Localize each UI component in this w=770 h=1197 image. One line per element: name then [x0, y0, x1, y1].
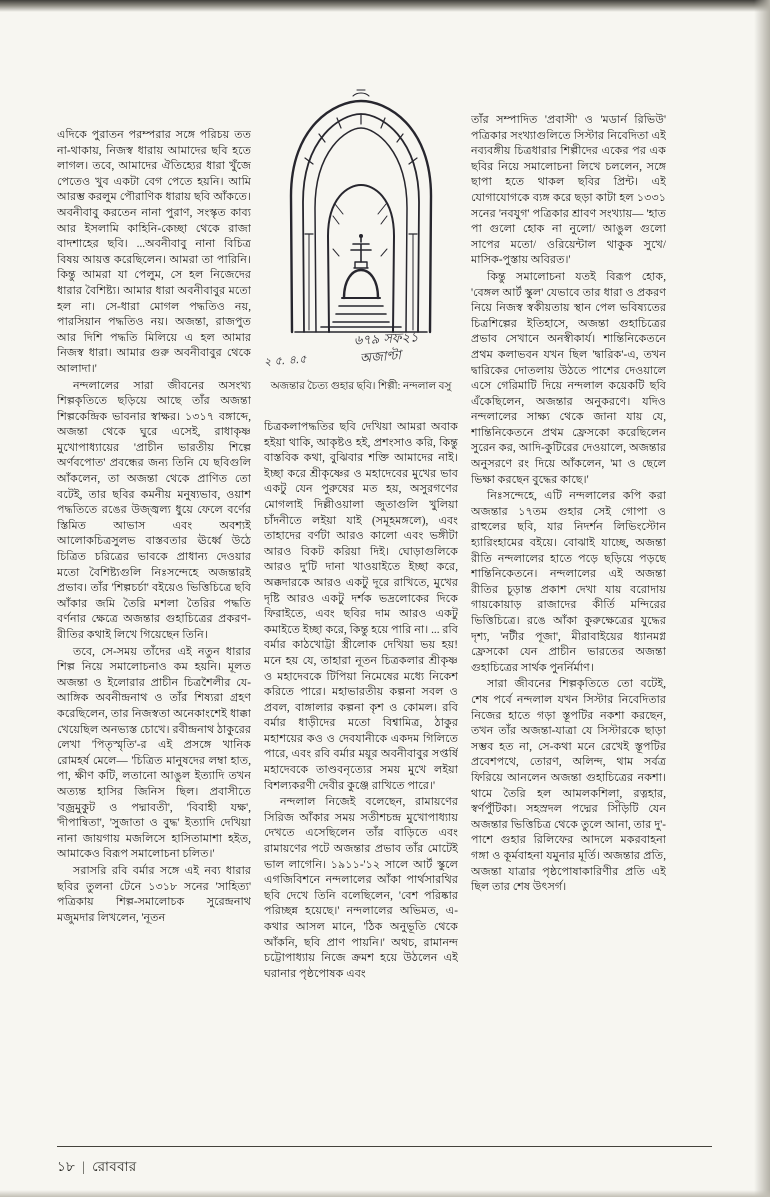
page-footer — [57, 1156, 137, 1179]
page-number: ১৮ — [57, 1159, 76, 1174]
scan-shadow-bottom — [0, 1190, 770, 1197]
paragraph: চিত্রকলাপদ্ধতির ছবি দেখিয়া আমরা অবাক হইয়া থাকি, আকৃষ্টও হই, প্রশংসাও করি, কিন্তু বাস্তবিক কথা, বুঝিবার শক্তি আমাদের নাই। ইচ্ছা করে শ্রীকৃষ্ণের ও মহাদেবের মুখের ভাব একটু যেন পুরুষের মত হয়, অসুরগণের মোগলাই দিল্লীওয়ালা জুতাগুলি খুলিয়া চাঁদনীতে লইয়া যাই (সমূহমঙ্গলে), এবং তাহাদের বর্ণটা আরও কালো এবং ভঙ্গীটা আরও বিকট করিয়া দিই। ঘোড়াগুলিকে আরও দু'টি দানা খাওয়াইতে ইচ্ছা করে, অক্কদারকে আরও একটু দূরে রাখিতে, মুখের দৃষ্টি আরও একটু দর্শক ভদ্রলোকের দিকে ফিরাইতে, এবং ছবির দাম আরও একটু কমাইতে ইচ্ছা করে, কিন্তু হয়ে পারি না। ... রবি বর্মার কাঠখোট্টা স্ত্রীলোক দেখিয়া ভয় হয়! মনে হয় যে, তাহারা নূতন চিত্রকলার শ্রীকৃষ্ণ ও মহাদেবকে টিপিয়া নিমেষের মধ্যে নিকেশ করিতে পারে। মহাভারতীয় কল্পনা সবল ও প্রবল, বাঙ্গালার কল্পনা কৃশ ও কোমল। রবি বর্মার ধাড়ীদের মতো বিশ্বামিত্র, ঠাকুর মহাশয়ের কও ও দেবযানীকে একদম গিলিতে পারে, এবং রবি বর্মার ময়ূর অবনীবাবুর সপ্তর্ষি মহাদেবকে তাণ্ডবনৃত্যের সময় মুখে লইয়া বিশল্যকরণী দেবীর কুঞ্জে রাখিতে পারে।' — [264, 421, 458, 792]
figure-ajanta-sketch — [258, 84, 464, 410]
paragraph: এদিকে পুরাতন পরম্পরার সঙ্গে পরিচয় তত না-থাকায়, নিজস্ব ধারায় আমাদের ছবি হতে লাগল। তবে, আমাদের ঐতিহ্যের ধারা খুঁজে পেতেও খুব একটা বেগ পেতে হয়নি। আমি আরম্ভ করলুম পৌরাণিক ধারায় ছবি আঁকতে। অবনীবাবু করতেন নানা পুরাণ, সংস্কৃত কাব্য আর ইসলামি কাহিনি-কেচ্ছা থেকে রাজা বাদশাহের ছবি। ...অবনীবাবু নানা বিচিত্র বিষয় আয়ত্ত করেছিলেন। আমরা তা পারিনি। কিন্তু আমরা যা পেলুম, সে হল নিজেদের ধারার বৈশিষ্ট্য। আমার ধারা অবনীবাবুর মতো হল না। সে-ধারা মোগল পদ্ধতিও নয়, পারসিয়ান পদ্ধতিও নয়। অজন্তা, রাজপুত আর দিশি পদ্ধতি মিলিয়ে এ হল আমার নিজস্ব ধারা। আমার গুরু অবনীবাবুর থেকে আলাদা।' — [57, 129, 251, 375]
magazine-title: রোববার — [92, 1159, 137, 1174]
paragraph: কিন্তু সমালোচনা যতই বিরূপ হোক, 'বেঙ্গল আর্ট স্কুল' যেভাবে তার ধারা ও প্রকরণ নিয়ে নিজস্ব স্বকীয়তায় স্থান পেল ভবিষ্যতের চিত্রশিল্পের ইতিহাসে, অজন্তা গুহাচিত্রের প্রভাব সেখানে অনস্বীকার্য। শান্তিনিকেতনে প্রথম কলাভবন যখন ছিল 'দ্বারিক'-এ, তখন দ্বারিকের দোতলায় উঠতে পাশের দেওয়ালে এসে গেরিমাটি দিয়ে নন্দলাল কয়েকটি ছবি এঁকেছিলেন, অজন্তার অনুকরণে। যদিও নন্দলালের সাক্ষ্য থেকে জানা যায় যে, শান্তিনিকেতনে প্রথম ফ্রেসকো করেছিলেন সুরেন কর, আদি-কুটিরের দেওয়ালে, অজন্তার অনুসরণে রং দিয়ে আঁকলেন, 'মা ও ছেলে ভিক্ষা করছেন বুদ্ধের কাছে।' — [471, 270, 666, 486]
article-column-2 — [264, 420, 458, 1132]
scan-shadow-top — [0, 0, 770, 12]
handwritten-note-measure: ২ ৫. ৪.৫ — [263, 352, 307, 369]
handwritten-annotations — [258, 330, 464, 376]
paragraph: নন্দলাল নিজেই বলেছেন, রামায়ণের সিরিজ আঁকার সময় সতীশচন্দ্র মুখোপাধ্যায় দেখতে এসেছিলেন তাঁর বাড়িতে এবং রামায়ণের পটে অজন্তার প্রভাব তাঁর মোটেই ভাল লাগেনি। ১৯১১-'১২ সালে আর্ট স্কুলে এগজিবিশনে নন্দলালের আঁকা পার্থসারথির ছবি দেখে তিনি বলেছিলেন, 'বেশ পরিষ্কার পরিচ্ছন্ন হয়েছে।' নন্দলালের অভিমত, এ-কথার আসল মানে, 'ঠিক অনুভূতি থেকে আঁকনি, ছবি প্রাণ পায়নি।' অথচ, রামানন্দ চট্টোপাধ্যায় নিজে ক্রমশ হয়ে উঠলেন এই ঘরানার পৃষ্ঠপোষক এবং — [264, 796, 458, 980]
paragraph: নন্দলালের সারা জীবনের অসংখ্য শিল্পকৃতিতে ছড়িয়ে আছে তাঁর অজন্তা শিল্পকেন্দ্রিক ভাবনার স্বাক্ষর। ১৩১৭ বঙ্গাব্দে, অজন্তা থেকে ঘুরে এসেই, রাধাকৃষ্ণ মুখোপাধ্যায়ের 'প্রাচীন ভারতীয় শিল্পে অর্ণবপোত' প্রবন্ধের জন্য তিনি যে ছবিগুলি আঁকলেন, তা অজন্তা থেকে প্রাণিত তো বটেই, তার ছবির কমনীয় মনুষ্যভাব, ওয়াশ পদ্ধতিতে রঙের উজ্জ্বল্য ধুয়ে ফেলে বর্ণের স্তিমিত আভাস এবং অবশ্যই আলোকচিত্রসুলভ বাস্তবতার ঊর্ধ্বে উঠে চিত্রিত চরিত্রের ভাবকে প্রাধান্য দেওয়ার মতো বৈশিষ্ট্যগুলি নিঃসন্দেহে অজন্তারই প্রভাব। তাঁর 'শিল্পচর্চা' বইয়েও ভিত্তিচিত্রে ছবি আঁকার জমি তৈরি মশলা তৈরির পদ্ধতি বর্ণনার ক্ষেত্রে অজন্তার গুহাচিত্রের প্রকরণ-রীতির কথাই লিখে গিয়েছেন তিনি। — [57, 379, 251, 641]
paragraph: তাঁর সম্পাদিত 'প্রবাসী' ও 'মডার্ন রিভিউ' পত্রিকার সংখ্যাগুলিতে সিস্টার নিবেদিতা এই নব্যবঙ্গীয় চিত্রধারার শিল্পীদের একের পর এক ছবির নিয়ে সমালোচনা লিখে চললেন, সঙ্গে ছাপা হতে থাকল ছবির প্রিন্ট। এই যোগাযোগকে ব্যঙ্গ করে ছড়া কাটা হল ১৩৩১ সনের 'নবযুগ' পত্রিকার শ্রাবণ সংখ্যায়— 'হাত পা গুলো হোক না নুলো/ আঙুল গুলো সাপের মতো/ ওরিয়েন্টাল থাকুক সুখে/ মাসিক-পুস্তায় অবিরত।' — [471, 114, 666, 267]
handwritten-note-ajanta: অজাণ্টা — [359, 348, 402, 367]
chaitya-cave-drawing — [265, 84, 457, 336]
paragraph: সারা জীবনের শিল্পকৃতিতে তো বটেই, শেষ পর্বে নন্দলাল যখন সিস্টার নিবেদিতার নিজের হাতে গড়া স্তূপটির নকশা করছেন, তখন তাঁর অজন্তা-যাত্রা যে সিস্টারকে ছাড়া সম্ভব হত না, সে-কথা মনে রেখেই স্তূপটির প্রবেশপথে, তোরণ, অলিন্দ, থাম সর্বত্র ফিরিয়ে আনলেন অজন্তা গুহাচিত্রের নকশা। থামে তৈরি হল আমলকশিলা, রত্নহার, স্বর্ণপুঁটিকা। সহস্রদল পদ্মের সিঁড়িটি যেন অজন্তার ভিত্তিচিত্র থেকে তুলে আনা, তার দু'-পাশে গুহার রিলিফের আদলে মকরবাহনা গঙ্গা ও কূর্মবাহনা যমুনার মূর্তি। অজন্তার প্রতি, অজন্তা যাত্রার পৃষ্ঠপোষাকারিণীর প্রতি এই ছিল তার শেষ উৎসর্গ। — [471, 678, 666, 894]
article-column-3 — [471, 113, 666, 1132]
paragraph: তবে, সে-সময় তাঁদের এই নতুন ধারার শিল্প নিয়ে সমালোচনাও কম হয়নি। মূলত অজন্তা ও ইলোরার প্রাচীন চিত্রশৈলীর যে-আঙ্গিক অবনীন্দ্রনাথ ও তাঁর শিষ্যরা গ্রহণ করেছিলেন, তার নিজস্বতা অনেকাংশেই ধাক্কা খেয়েছিল অনভ্যস্ত চোখে। রবীন্দ্রনাথ ঠাকুরের লেখা 'পিতৃস্মৃতি'-র এই প্রসঙ্গে খানিক রোমহর্ষ মেলে— 'চিত্রিত মানুষদের লম্বা হাত, পা, ক্ষীণ কটি, লতানো আঙুল ইত্যাদি তখন অত্যন্ত হাসির জিনিস ছিল। প্রবাসীতে 'বজ্রমুকুট ও পদ্মাবতী', 'বিবাহী যক্ষ', 'দীপান্বিতা', 'সুজাতা ও বুদ্ধ' ইত্যাদি দেখিয়া নানা জায়গায় মজলিসে হাসিতামাশা হইত, আমাকেও বিরূপ সমালোচনা চলিত।' — [57, 645, 251, 861]
paragraph: নিঃসন্দেহে, এটি নন্দলালের কপি করা অজন্তার ১৭তম গুহার সেই গোপা ও রাহুলের ছবি, যার নিদর্শন লিভিংস্টোন হ্যারিংহামের বইয়ে। বোঝাই যাচ্ছে, অজন্তা রীতি নন্দলালের হাতে পড়ে ছড়িয়ে পড়ছে শান্তিনিকেতনে। নন্দলালের এই অজন্তা রীতির চূড়ান্ত প্রকাশ দেখা যায় বরোদায় গায়কোয়াড় রাজাদের কীর্তি মন্দিরের ভিত্তিচিত্রে। রঙে আঁকা কুরুক্ষেত্রের যুদ্ধের দৃশ্য, 'নটীর পূজা', মীরাবাইয়ের ধ্যানমগ্ন ফ্রেসকো যেন প্রাচীন ভারতের অজন্তা গুহাচিত্রের সার্থক পুনর্নির্মাণ। — [471, 490, 666, 674]
figure-caption: অজন্তার চৈত্য গুহার ছবি। শিল্পী: নন্দলাল বসু — [270, 381, 452, 392]
ajanta-chaitya-sketch — [265, 84, 457, 336]
footer-separator: | — [82, 1159, 86, 1174]
handwritten-note-number: ৬৭৯ সফ২১ — [353, 330, 419, 349]
article-column-1 — [57, 128, 251, 1132]
footer-divider-line — [57, 1146, 712, 1147]
paragraph: সরাসরি রবি বর্মার সঙ্গে এই নব্য ধারার ছবির তুলনা টেনে ১৩১৮ সনের 'সাহিত্য' পত্রিকায় শিল্প-সমালোচক সুরেন্দ্রনাথ মজুমদার লিখলেন, 'নূতন — [57, 864, 251, 924]
scan-shadow-right — [754, 0, 770, 1197]
